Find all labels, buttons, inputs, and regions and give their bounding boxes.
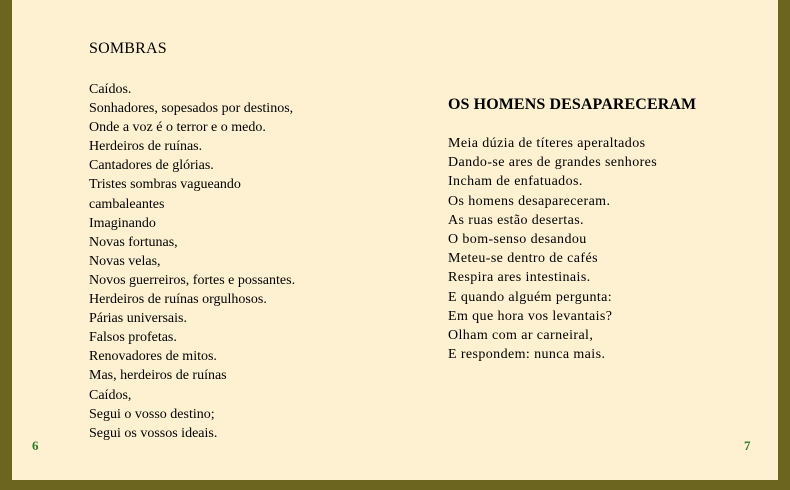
poem-line: Caídos, <box>89 387 132 403</box>
poem-line: Cantadores de glórias. <box>89 158 214 174</box>
page-number-right: 7 <box>744 438 751 453</box>
poem-line: Os homens desapareceram. <box>448 193 611 209</box>
poem-os-homens-desapareceram <box>448 96 696 364</box>
poem-line: Meteu-se dentro de cafés <box>448 251 598 267</box>
poem-line: Tristes sombras vagueando <box>89 177 241 193</box>
poem-title-right: OS HOMENS DESAPARECERAM <box>448 96 697 113</box>
poem-line: Segui o vosso destino; <box>89 406 215 422</box>
poem-line: Mas, herdeiros de ruínas <box>89 368 227 384</box>
poem-line: Caídos. <box>89 82 132 97</box>
poem-line: Herdeiros de ruínas. <box>89 139 203 155</box>
poem-line: Onde a voz é o terror e o medo. <box>89 120 266 136</box>
poem-line: Novas velas, <box>89 253 161 269</box>
poem-line: Herdeiros de ruínas orgulhosos. <box>89 292 267 308</box>
poem-line: Sonhadores, sopesados por destinos, <box>89 101 294 117</box>
poem-line: Párias universais. <box>89 311 187 327</box>
poem-sombras <box>89 40 295 443</box>
poem-line: O bom-senso desandou <box>448 232 587 248</box>
poem-line: Meia dúzia de títeres aperaltados <box>448 136 646 151</box>
poem-body-left <box>89 80 295 443</box>
poem-line: Renovadores de mitos. <box>89 349 217 365</box>
poem-line: Dando-se ares de grandes senhores <box>448 155 658 171</box>
poem-line: Segui os vossos ideais. <box>89 425 218 441</box>
poem-line: E quando alguém pergunta: <box>448 289 613 305</box>
poem-body-right <box>448 134 696 364</box>
poem-line: Em que hora vos levantais? <box>448 308 613 324</box>
poem-line: Imaginando <box>89 215 156 231</box>
poem-line: As ruas estão desertas. <box>448 212 584 228</box>
poem-line: Respira ares intestinais. <box>448 270 591 286</box>
poem-line: Novas fortunas, <box>89 234 178 250</box>
poem-line: Incham de enfatuados. <box>448 174 583 190</box>
poem-line: Novos guerreiros, fortes e possantes. <box>89 272 296 288</box>
poem-line: Olham com ar carneiral, <box>448 328 594 344</box>
poem-line: cambaleantes <box>89 196 165 212</box>
page-number-left: 6 <box>32 438 39 453</box>
poem-title-left: SOMBRAS <box>89 40 167 57</box>
book-spread <box>12 0 778 480</box>
poem-line: E respondem: nunca mais. <box>448 347 606 363</box>
poem-line: Falsos profetas. <box>89 330 177 346</box>
